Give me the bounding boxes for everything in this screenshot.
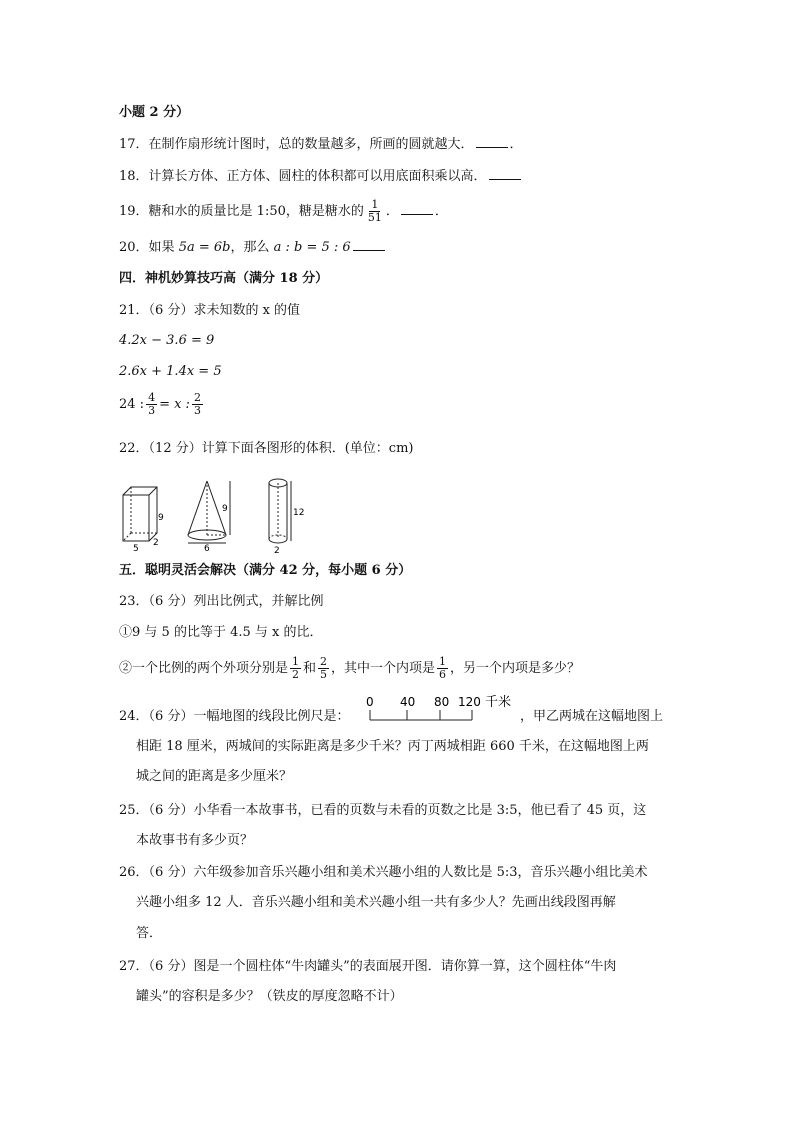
- fraction: [318, 656, 329, 681]
- fraction: [146, 392, 157, 417]
- q23-p2-mid: ，其中一个内项是: [331, 661, 436, 676]
- question-25-line-1: 25．（6 分）小华看一本故事书，已看的页数与未看的页数之比是 3:5，他已看了 45 页，这: [119, 803, 647, 818]
- cone-height-label: 9: [222, 504, 228, 514]
- question-19: [119, 199, 448, 224]
- question-23-head: 23．（6 分）列出比例式，并解比例: [119, 594, 324, 609]
- question-27-line-1: 27．（6 分）图是一个圆柱体“牛肉罐头”的表面展开图．请你算一算，这个圆柱体“牛肉: [119, 959, 617, 974]
- q17-text: 17．在制作扇形统计图时，总的数量越多，所画的圆就越大．: [119, 137, 474, 152]
- question-26-line-3: 答．: [136, 926, 163, 941]
- q20-eq2: a : b = 5 : 6: [273, 240, 351, 255]
- equation-2: 2.6x + 1.4x = 5: [119, 364, 222, 379]
- q20-mid: ，那么: [230, 240, 274, 255]
- question-24-line-2: 相距 18 厘米，两城间的实际距离是多少千米？丙丁两城相距 660 千米，在这幅地图上两: [136, 739, 649, 754]
- q19-text: 19．糖和水的质量比是 1:50，糖是糖水的: [119, 204, 364, 219]
- fraction-denominator: 5: [320, 668, 328, 681]
- fraction-numerator: 1: [292, 655, 300, 668]
- q23-p2-and: 和: [303, 661, 317, 676]
- q18-text: 18．计算长方体、正方体、圆柱的体积都可以用底面积乘以高．: [119, 169, 487, 184]
- fraction-denominator: 2: [292, 668, 300, 681]
- fraction-numerator: 1: [371, 198, 379, 211]
- fraction: [290, 656, 301, 681]
- cuboid-figure: [123, 487, 157, 541]
- question-21-head: 21．（6 分）求未知数的 x 的值: [119, 303, 301, 318]
- cuboid-height-label: 9: [158, 513, 164, 523]
- fraction-denominator: 3: [148, 404, 156, 417]
- question-24-post: ，甲乙两城在这幅地图上: [520, 709, 664, 724]
- question-26-line-1: 26．（6 分）六年级参加音乐兴趣小组和美术兴趣小组的人数比是 5:3，音乐兴趣小组比美术: [119, 865, 648, 880]
- cylinder-height-label: 12: [293, 508, 305, 518]
- q23-p2-end: ，另一个内项是多少？: [450, 661, 581, 676]
- fraction-numerator: 1: [439, 655, 447, 668]
- section-4-heading: 四．神机妙算技巧高（满分 18 分）: [119, 271, 329, 286]
- fraction-numerator: 2: [320, 655, 328, 668]
- scale-tick-label: 40: [400, 695, 416, 709]
- eq3-pre: 24 :: [119, 397, 145, 412]
- scale-unit-label: 千米: [485, 695, 512, 710]
- equation-3: [119, 392, 205, 417]
- q23-p2-pre: ②一个比例的两个外项分别是: [119, 661, 289, 676]
- fraction-numerator: 4: [148, 391, 156, 404]
- answer-blank[interactable]: [353, 238, 385, 251]
- scale-ruler: [370, 710, 472, 720]
- fraction-denominator: 3: [193, 404, 201, 417]
- cuboid-depth-label: 2: [153, 538, 159, 548]
- cone-diameter-label: 6: [204, 544, 210, 554]
- cylinder-figure: [269, 479, 291, 543]
- q19-end: ．: [434, 204, 448, 219]
- scale-tick-label: 80: [434, 695, 450, 709]
- fraction-denominator: 51: [367, 211, 382, 224]
- question-17: [119, 135, 523, 154]
- question-22-head: 22．（12 分）计算下面各图形的体积．(单位：cm): [119, 441, 414, 456]
- fraction: [192, 392, 203, 417]
- question-18: [119, 167, 523, 186]
- q20-text: 20．如果: [119, 240, 179, 255]
- scale-tick-label: 120: [458, 695, 481, 709]
- solid-figures: [115, 473, 305, 555]
- eq3-mid: = x :: [159, 397, 190, 412]
- answer-blank[interactable]: [476, 135, 508, 148]
- equation-1: 4.2x − 3.6 = 9: [119, 333, 215, 348]
- q19-mid: ．: [385, 204, 399, 219]
- q24-pre: 24．（6 分）一幅地图的线段比例尺是：: [119, 709, 350, 724]
- question-27-line-2: 罐头”的容积是多少？（铁皮的厚度忽略不计）: [136, 989, 403, 1004]
- question-23-part-2: [119, 656, 580, 681]
- answer-blank[interactable]: [489, 167, 521, 180]
- scale-tick-label: 0: [366, 695, 374, 709]
- scale-bar: [362, 692, 522, 726]
- fraction: [437, 656, 448, 681]
- fraction-denominator: 6: [439, 668, 447, 681]
- question-25-line-2: 本故事书有多少页？: [136, 833, 254, 848]
- answer-blank[interactable]: [401, 202, 433, 215]
- cylinder-diameter-label: 2: [274, 546, 280, 555]
- question-23-part-1: ①9 与 5 的比等于 4.5 与 x 的比．: [119, 625, 323, 640]
- question-24-line-1: [119, 708, 349, 726]
- q17-end: ．: [509, 137, 523, 152]
- question-20: [119, 238, 387, 257]
- cuboid-width-label: 5: [133, 544, 139, 554]
- section-5-heading: 五．聪明灵活会解决（满分 42 分，每小题 6 分）: [119, 563, 412, 578]
- q20-eq1: 5a = 6b: [178, 240, 231, 255]
- question-24-line-3: 城之间的距离是多少厘米？: [136, 769, 293, 784]
- q16-tail: 小题 2 分）: [119, 105, 190, 120]
- fraction: [366, 199, 384, 224]
- question-26-line-2: 兴趣小组多 12 人．音乐兴趣小组和美术兴趣小组一共有多少人？先画出线段图再解: [136, 895, 616, 910]
- fraction-numerator: 2: [193, 391, 201, 404]
